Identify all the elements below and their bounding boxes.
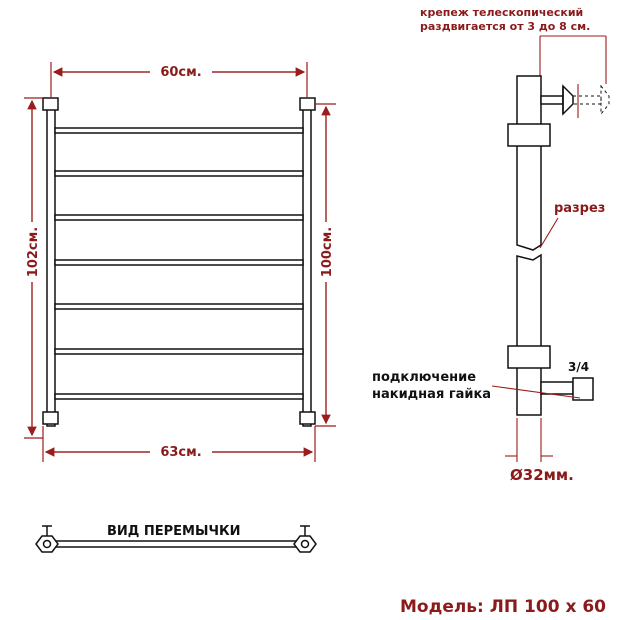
jumper-label: ВИД ПЕРЕМЫЧКИ <box>107 524 241 539</box>
rung <box>55 215 303 220</box>
jumper-bar <box>52 541 302 547</box>
rung <box>55 304 303 309</box>
lower-clamp <box>508 346 550 368</box>
rung <box>55 349 303 354</box>
rung <box>55 260 303 265</box>
front-view <box>22 62 336 462</box>
cut-label: разрез <box>554 201 606 216</box>
jumper-end-left <box>36 526 58 552</box>
connection-line2: накидная гайка <box>372 387 492 402</box>
mount-note-line1: крепеж телескопический <box>420 6 584 19</box>
side-view <box>372 6 609 484</box>
dim-label-bottom: 63см. <box>160 445 202 460</box>
mount-top-right <box>300 98 315 110</box>
jumper-end-right <box>294 526 316 552</box>
connection-line1: подключение <box>372 370 477 385</box>
mount-note-line2: раздвигается от 3 до 8 см. <box>420 20 591 33</box>
thread-size: 3/4 <box>568 360 590 374</box>
pipe-diameter: Ø32мм. <box>510 466 574 484</box>
dim-label-right: 100см. <box>320 226 335 278</box>
mount-bottom-right <box>300 412 315 424</box>
rungs <box>55 128 303 399</box>
telescopic-mount <box>541 86 573 114</box>
left-pipe <box>47 104 55 426</box>
jumper-view <box>36 524 316 552</box>
rung <box>55 171 303 176</box>
model-label: Модель: ЛП 100 х 60 <box>400 597 606 617</box>
dim-label-top: 60см. <box>160 65 202 80</box>
mount-bottom-left <box>43 412 58 424</box>
right-pipe <box>303 104 311 426</box>
upper-clamp <box>508 124 550 146</box>
rung <box>55 394 303 399</box>
rung <box>55 128 303 133</box>
side-pipe-upper <box>517 76 541 250</box>
dim-label-left: 102см. <box>26 226 41 278</box>
mount-top-left <box>43 98 58 110</box>
